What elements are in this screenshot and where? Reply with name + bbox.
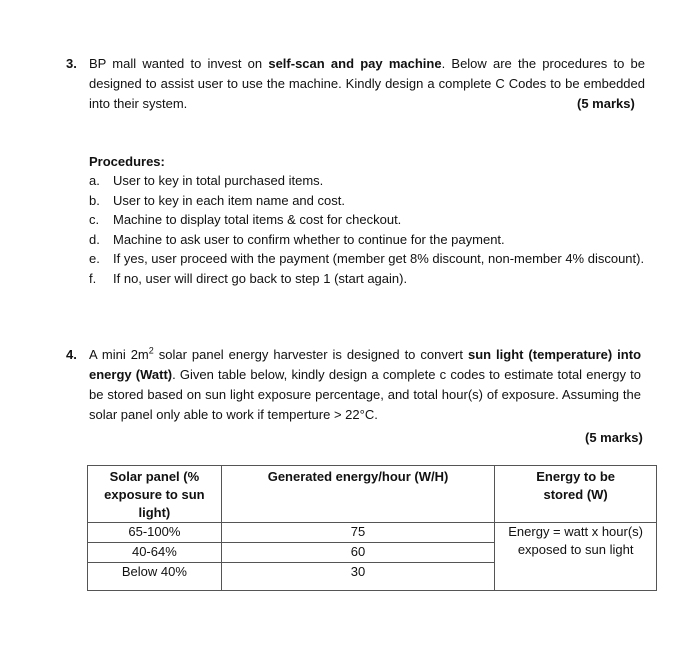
procedure-item xyxy=(89,249,645,269)
question-4-part2: solar panel energy harvester is designed to convert xyxy=(153,347,468,362)
procedure-text: User to key in each item name and cost. xyxy=(113,192,345,208)
procedure-item xyxy=(89,269,645,289)
procedures-title: Procedures: xyxy=(89,154,165,169)
question-4-part3: . Given table below, kindly design a complete c codes to estimate total energy to be stored based on sun light exposure percentage, and total hour(s) of exposure. Assuming the solar panel only able to work if temperture > 22°C. xyxy=(89,367,641,422)
question-4-bold-term: sun light (temperature) into energy (Watt) xyxy=(89,347,642,382)
procedure-item xyxy=(89,171,645,191)
question-4-part1: A mini 2m xyxy=(89,347,149,362)
question-3-intro: BP mall wanted to invest on xyxy=(89,56,269,71)
table-cell-exposure: Below 40% xyxy=(88,563,222,591)
question-3-marks: (5 marks) xyxy=(577,96,635,111)
procedure-letter: e. xyxy=(89,251,100,266)
procedure-text: User to key in total purchased items. xyxy=(113,173,324,188)
procedure-text: Machine to display total items & cost for checkout. xyxy=(113,212,402,227)
question-3-number: 3. xyxy=(66,56,77,71)
header-solar-panel: Solar panel (% exposure to sun light) xyxy=(88,466,222,523)
procedure-item xyxy=(89,230,645,250)
table-cell-formula: Energy = watt x hour(s) exposed to sun light xyxy=(495,523,657,591)
header-energy-stored: Energy to be stored (W) xyxy=(495,466,657,523)
question-3-intro-rest: . Below are the procedures to be designed to assist user to use the machine. Kindly design a complete C Codes to be embedded into their system. xyxy=(89,56,646,111)
question-4-superscript: 2 xyxy=(148,345,154,356)
procedure-text: If no, user will direct go back to step 1 (start again). xyxy=(113,270,408,286)
table-row xyxy=(88,523,657,543)
question-3-bold-term: self-scan and pay machine xyxy=(268,56,442,71)
table-cell-exposure: 40-64% xyxy=(88,543,222,563)
table-cell-energy: 60 xyxy=(221,543,495,563)
procedures-list xyxy=(89,171,645,288)
procedure-item xyxy=(89,210,645,230)
procedure-letter: f. xyxy=(89,270,97,286)
procedure-letter: a. xyxy=(89,173,100,188)
table-cell-exposure: 65-100% xyxy=(88,523,222,543)
procedure-letter: d. xyxy=(89,231,100,247)
procedure-text: Machine to ask user to confirm whether to continue for the payment. xyxy=(113,231,505,247)
header-generated-energy: Generated energy/hour (W/H) xyxy=(221,466,495,523)
procedure-item xyxy=(89,191,645,211)
question-4-number: 4. xyxy=(66,347,77,362)
question-4-marks: (5 marks) xyxy=(585,430,643,445)
procedure-letter: c. xyxy=(89,212,100,227)
table-cell-energy: 30 xyxy=(221,563,495,591)
question-4-text xyxy=(89,345,641,425)
energy-table xyxy=(87,465,657,591)
procedure-letter: b. xyxy=(89,192,100,208)
table-cell-energy: 75 xyxy=(221,523,495,543)
procedure-text: If yes, user proceed with the payment (member get 8% discount, non-member 4% discount). xyxy=(113,251,645,266)
table-header-row xyxy=(88,466,657,523)
question-3-text xyxy=(89,54,645,114)
